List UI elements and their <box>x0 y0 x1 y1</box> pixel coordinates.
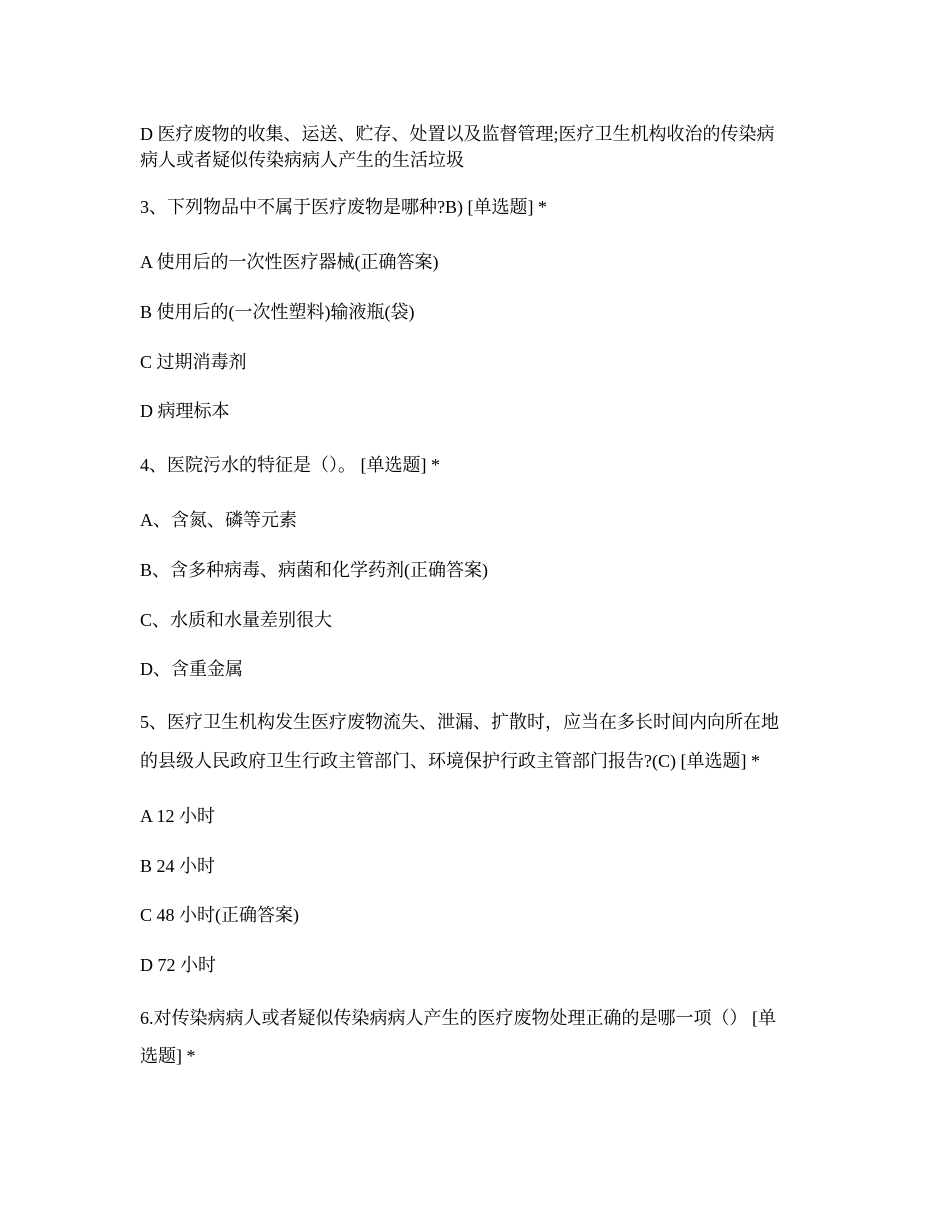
question-5-option-c: C 48 小时(正确答案) <box>140 905 299 925</box>
question-3-option-b: B 使用后的(一次性塑料)输液瓶(袋) <box>140 302 415 322</box>
question-4-option-c: C、水质和水量差别很大 <box>140 610 333 630</box>
question-5-text-line1: 5、医疗卫生机构发生医疗废物流失、泄漏、扩散时，应当在多长时间内向所在地 <box>140 712 779 732</box>
question-4-option-a: A、含氮、磷等元素 <box>140 510 297 530</box>
question-5-text-line2: 的县级人民政府卫生行政主管部门、环境保护行政主管部门报告?(C) [单选题] * <box>140 751 760 771</box>
question-5-option-a: A 12 小时 <box>140 806 216 826</box>
question-3-option-d: D 病理标本 <box>140 401 230 421</box>
question-6-text-line2: 选题] * <box>140 1046 196 1066</box>
question-4-option-b: B、含多种病毒、病菌和化学药剂(正确答案) <box>140 560 488 580</box>
question-4-option-d: D、含重金属 <box>140 659 243 679</box>
option-d-q2-line2: 病人或者疑似传染病病人产生的生活垃圾 <box>140 150 464 170</box>
question-3-option-a: A 使用后的一次性医疗器械(正确答案) <box>140 252 439 272</box>
option-d-q2-line1: D 医疗废物的收集、运送、贮存、处置以及监督管理;医疗卫生机构收治的传染病 <box>140 124 775 144</box>
question-4-text: 4、医院污水的特征是（）。 [单选题] * <box>140 455 440 475</box>
question-3-text: 3、下列物品中不属于医疗废物是哪种?B) [单选题] * <box>140 197 547 217</box>
question-5-option-b: B 24 小时 <box>140 856 216 876</box>
question-6-text-line1: 6.对传染病病人或者疑似传染病病人产生的医疗废物处理正确的是哪一项（） [单 <box>140 1008 776 1028</box>
question-3-option-c: C 过期消毒剂 <box>140 352 247 372</box>
question-5-option-d: D 72 小时 <box>140 955 216 975</box>
